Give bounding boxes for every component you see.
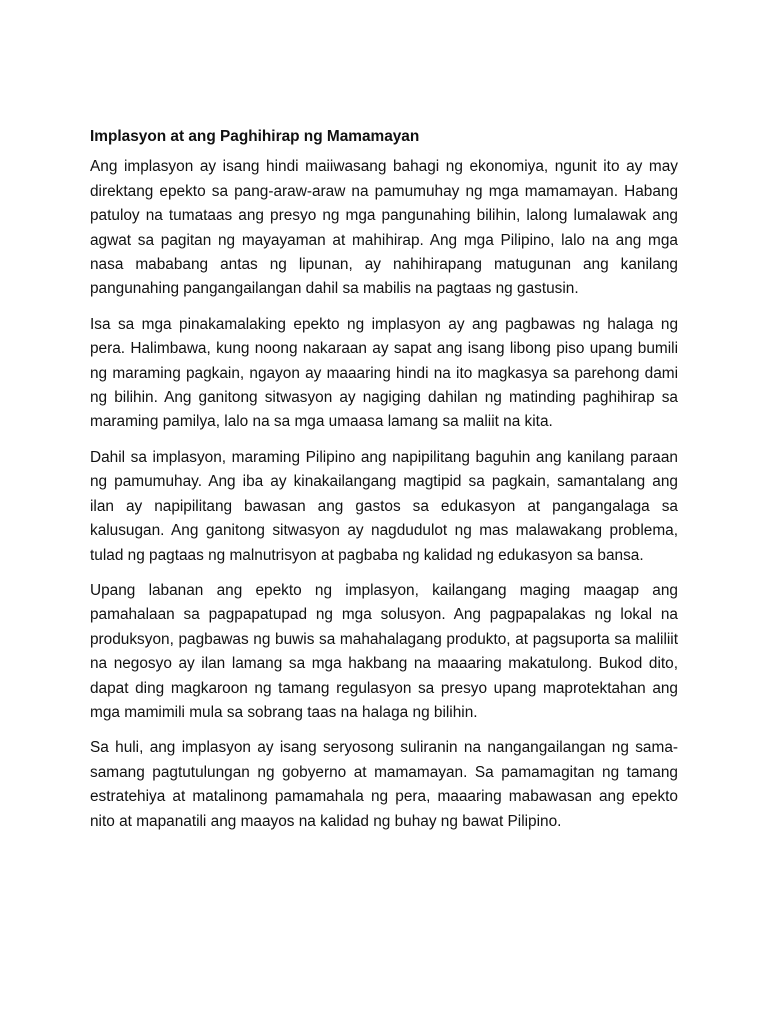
- document-title: Implasyon at ang Paghihirap ng Mamamayan: [90, 128, 420, 145]
- paragraph-5: Sa huli, ang implasyon ay isang seryosong suliranin na nangangailangan ng sama-samang pagtutulungan ng gobyerno at mamamayan. Sa pamamagitan ng tamang estratehiya at matalinong pamamahala ng pera, maaaring mabawasan ang epekto nito at mapanatili ang maayos na kalidad ng buhay ng bawat Pilipino.: [90, 739, 678, 830]
- paragraph-1: Ang implasyon ay isang hindi maiiwasang bahagi ng ekonomiya, ngunit ito ay may direktang epekto sa pang-araw-araw na pamumuhay ng mga mamamayan. Habang patuloy na tumataas ang presyo ng mga pangunahing bilihin, lalong lumalawak ang agwat sa pagitan ng mayayaman at mahihirap. Ang mga Pilipino, lalo na ang mga nasa mababang antas ng lipunan, ay nahihirapang matugunan ang kanilang pangunahing pangangailangan dahil sa mabilis na pagtaas ng gastusin.: [90, 158, 678, 298]
- paragraph-4: Upang labanan ang epekto ng implasyon, kailangang maging maagap ang pamahalaan sa pagpapatupad ng mga solusyon. Ang pagpapalakas ng lokal na produksyon, pagbawas ng buwis sa mahahalagang produkto, at pagsuporta sa maliliit na negosyo ay ilan lamang sa mga hakbang na maaaring makatulong. Bukod dito, dapat ding magkaroon ng tamang regulasyon sa presyo upang maprotektahan ang mga mamimili mula sa sobrang taas na halaga ng bilihin.: [90, 581, 678, 721]
- paragraph-3: Dahil sa implasyon, maraming Pilipino ang napipilitang baguhin ang kanilang paraan ng pamumuhay. Ang iba ay kinakailangang magtipid sa pagkain, samantalang ang ilan ay napipilitang bawasan ang gastos sa edukasyon at pangangalaga sa kalusugan. Ang ganitong sitwasyon ay nagdudulot ng mas malawakang problema, tulad ng pagtaas ng malnutrisyon at pagbaba ng kalidad ng edukasyon sa bansa.: [90, 448, 678, 564]
- paragraph-2: Isa sa mga pinakamalaking epekto ng implasyon ay ang pagbawas ng halaga ng pera. Halimbawa, kung noong nakaraan ay sapat ang isang libong piso upang bumili ng maraming pagkain, ngayon ay maaaring hindi na ito magkasya sa parehong dami ng bilihin. Ang ganitong sitwasyon ay nagiging dahilan ng matinding paghihirap sa maraming pamilya, lalo na sa mga umaasa lamang sa maliit na kita.: [90, 315, 678, 431]
- document-body: [90, 125, 678, 845]
